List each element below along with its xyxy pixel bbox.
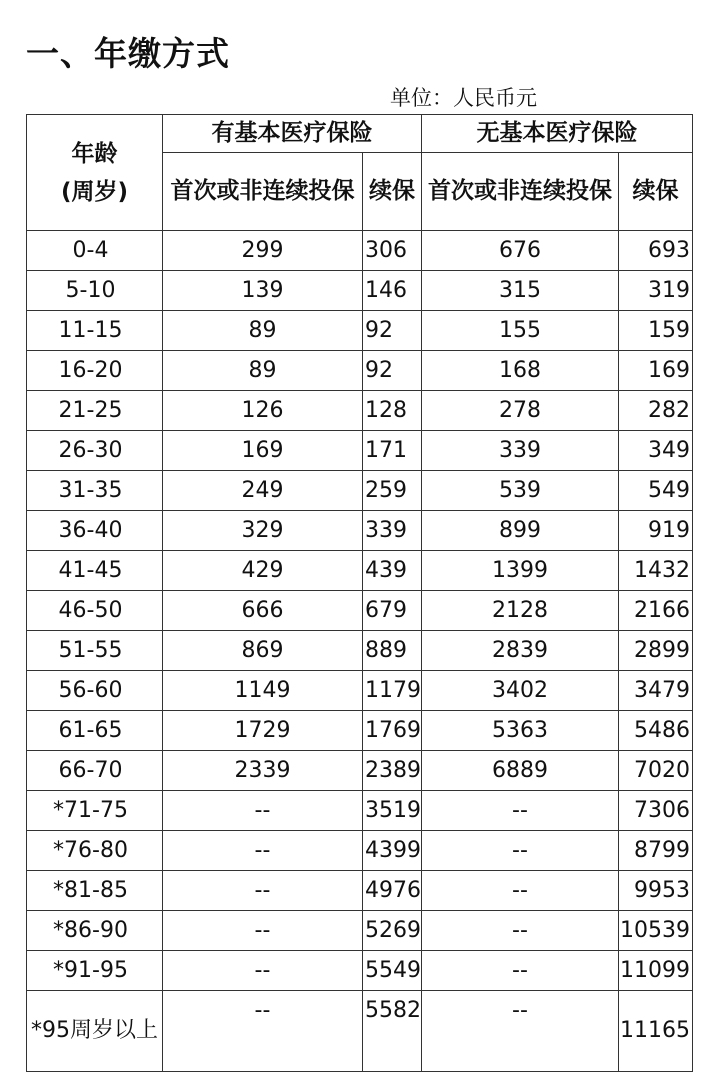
age-cell: 46-50	[27, 591, 163, 631]
age-cell: 56-60	[27, 671, 163, 711]
age-cell: 5-10	[27, 271, 163, 311]
with-first-cell: 139	[163, 271, 363, 311]
with-renew-cell: 92	[363, 351, 422, 391]
age-cell: *81-85	[27, 871, 163, 911]
age-cell: *86-90	[27, 911, 163, 951]
age-cell: *95周岁以上	[27, 991, 163, 1072]
age-cell: 66-70	[27, 751, 163, 791]
table-row	[27, 391, 693, 431]
without-renew-cell: 693	[619, 231, 693, 271]
without-first-cell: 278	[422, 391, 619, 431]
with-renew-cell: 889	[363, 631, 422, 671]
table-row	[27, 591, 693, 631]
without-renew-cell: 159	[619, 311, 693, 351]
without-renew-cell: 7020	[619, 751, 693, 791]
with-renew-cell: 4976	[363, 871, 422, 911]
without-renew-cell: 11165	[619, 991, 693, 1072]
without-first-cell: --	[422, 911, 619, 951]
without-first-cell: 2128	[422, 591, 619, 631]
without-first-cell: --	[422, 951, 619, 991]
without-renew-cell: 3479	[619, 671, 693, 711]
without-renew-cell: 1432	[619, 551, 693, 591]
with-renew-cell: 5549	[363, 951, 422, 991]
with-renew-cell: 439	[363, 551, 422, 591]
table-row	[27, 871, 693, 911]
age-header: 年龄 (周岁)	[27, 115, 163, 231]
table-row	[27, 551, 693, 591]
with-first-cell: --	[163, 831, 363, 871]
with-first-cell: 869	[163, 631, 363, 671]
with-first-cell: --	[163, 871, 363, 911]
with-first-cell: 126	[163, 391, 363, 431]
table-row	[27, 991, 693, 1072]
premium-table	[26, 114, 693, 1072]
without-renew-cell: 919	[619, 511, 693, 551]
with-first-cell: 666	[163, 591, 363, 631]
table-row	[27, 631, 693, 671]
without-renew-cell: 8799	[619, 831, 693, 871]
unit-label: 单位：人民币元	[390, 86, 537, 110]
without-renew-cell: 2166	[619, 591, 693, 631]
with-renew-cell: 2389	[363, 751, 422, 791]
table-row	[27, 711, 693, 751]
with-renew-cell: 679	[363, 591, 422, 631]
age-cell: 0-4	[27, 231, 163, 271]
age-cell: 51-55	[27, 631, 163, 671]
without-renew-cell: 282	[619, 391, 693, 431]
age-cell: *91-95	[27, 951, 163, 991]
without-first-cell: 168	[422, 351, 619, 391]
age-cell: *76-80	[27, 831, 163, 871]
without-renew-cell: 549	[619, 471, 693, 511]
table-row	[27, 471, 693, 511]
without-first-cell: 5363	[422, 711, 619, 751]
without-first-header: 首次或非连续投保	[422, 153, 619, 231]
without-renew-cell: 9953	[619, 871, 693, 911]
table-row	[27, 311, 693, 351]
with-first-cell: 299	[163, 231, 363, 271]
without-first-cell: 899	[422, 511, 619, 551]
without-renew-cell: 319	[619, 271, 693, 311]
without-first-cell: 339	[422, 431, 619, 471]
with-renew-cell: 3519	[363, 791, 422, 831]
age-cell: 61-65	[27, 711, 163, 751]
without-renew-cell: 2899	[619, 631, 693, 671]
table-row	[27, 231, 693, 271]
without-first-cell: --	[422, 871, 619, 911]
without-first-cell: --	[422, 791, 619, 831]
with-first-cell: --	[163, 951, 363, 991]
header-row-groups	[27, 115, 693, 153]
with-renew-cell: 1769	[363, 711, 422, 751]
without-first-cell: 155	[422, 311, 619, 351]
with-first-cell: 2339	[163, 751, 363, 791]
with-renew-header: 续保	[363, 153, 422, 231]
with-first-cell: --	[163, 911, 363, 951]
with-first-cell: --	[163, 991, 363, 1072]
table-row	[27, 351, 693, 391]
without-first-cell: --	[422, 831, 619, 871]
age-cell: 21-25	[27, 391, 163, 431]
with-first-cell: 89	[163, 351, 363, 391]
with-first-cell: 429	[163, 551, 363, 591]
with-first-cell: 1729	[163, 711, 363, 751]
table-row	[27, 671, 693, 711]
without-first-cell: 6889	[422, 751, 619, 791]
with-renew-cell: 92	[363, 311, 422, 351]
with-renew-cell: 5582	[363, 991, 422, 1072]
with-renew-cell: 4399	[363, 831, 422, 871]
without-first-cell: 1399	[422, 551, 619, 591]
with-first-cell: 169	[163, 431, 363, 471]
with-renew-cell: 171	[363, 431, 422, 471]
table-row	[27, 511, 693, 551]
age-cell: *71-75	[27, 791, 163, 831]
table-row	[27, 431, 693, 471]
without-renew-cell: 7306	[619, 791, 693, 831]
without-first-cell: 315	[422, 271, 619, 311]
with-renew-cell: 5269	[363, 911, 422, 951]
age-cell: 11-15	[27, 311, 163, 351]
without-renew-cell: 10539	[619, 911, 693, 951]
age-cell: 16-20	[27, 351, 163, 391]
with-first-header: 首次或非连续投保	[163, 153, 363, 231]
with-first-cell: 329	[163, 511, 363, 551]
without-first-cell: 539	[422, 471, 619, 511]
without-renew-cell: 5486	[619, 711, 693, 751]
without-renew-cell: 169	[619, 351, 693, 391]
without-renew-cell: 349	[619, 431, 693, 471]
with-first-cell: 89	[163, 311, 363, 351]
without-renew-cell: 11099	[619, 951, 693, 991]
with-first-cell: 1149	[163, 671, 363, 711]
with-renew-cell: 1179	[363, 671, 422, 711]
without-first-cell: --	[422, 991, 619, 1072]
table-row	[27, 951, 693, 991]
table-row	[27, 751, 693, 791]
with-renew-cell: 146	[363, 271, 422, 311]
with-first-cell: --	[163, 791, 363, 831]
without-insurance-header: 无基本医疗保险	[422, 115, 693, 153]
without-first-cell: 676	[422, 231, 619, 271]
age-cell: 26-30	[27, 431, 163, 471]
age-cell: 36-40	[27, 511, 163, 551]
without-renew-header: 续保	[619, 153, 693, 231]
table-row	[27, 791, 693, 831]
with-renew-cell: 306	[363, 231, 422, 271]
without-first-cell: 3402	[422, 671, 619, 711]
with-renew-cell: 339	[363, 511, 422, 551]
with-first-cell: 249	[163, 471, 363, 511]
table-row	[27, 271, 693, 311]
without-first-cell: 2839	[422, 631, 619, 671]
with-insurance-header: 有基本医疗保险	[163, 115, 422, 153]
table-row	[27, 911, 693, 951]
age-cell: 41-45	[27, 551, 163, 591]
with-renew-cell: 259	[363, 471, 422, 511]
table-row	[27, 831, 693, 871]
page-title: 一、年缴方式	[26, 34, 230, 73]
age-cell: 31-35	[27, 471, 163, 511]
with-renew-cell: 128	[363, 391, 422, 431]
